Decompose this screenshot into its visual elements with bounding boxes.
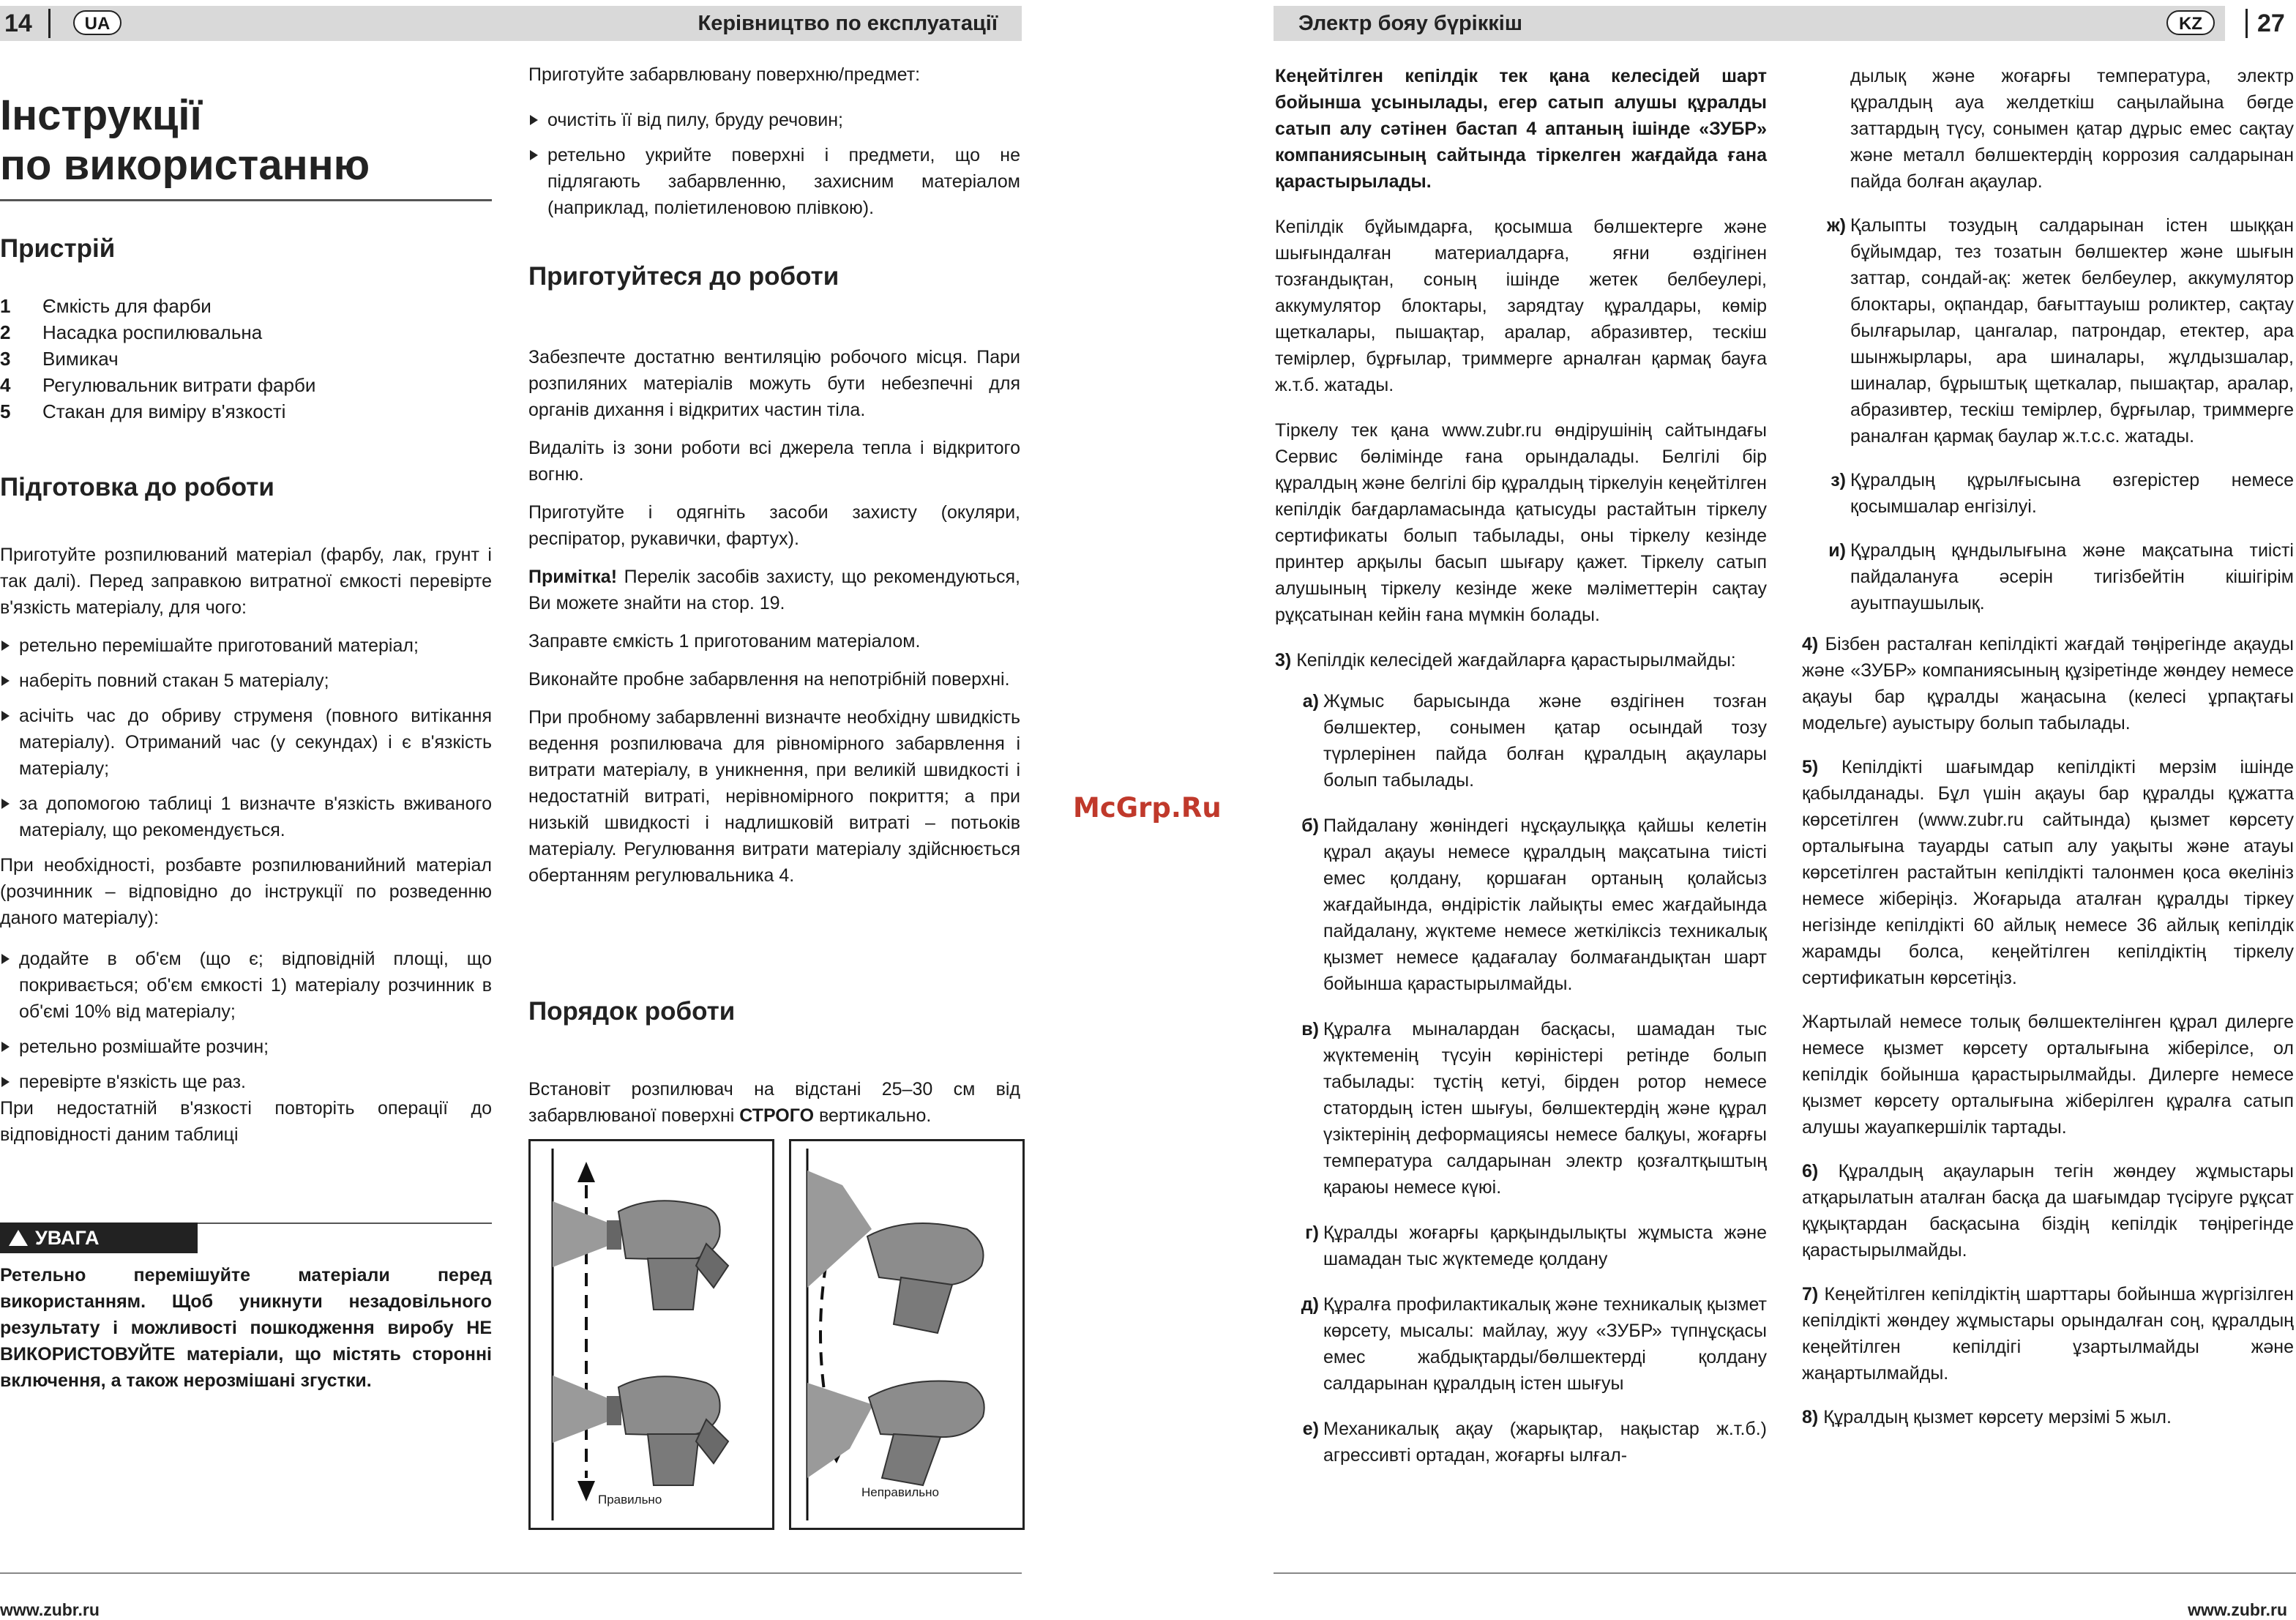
device-item: 5 Стакан для виміру в'язкості (0, 400, 286, 422)
col2-bullet: ретельно укрийте поверхні і предмети, що не підлягають забарвленню, захисним матеріалом (наприклад, поліетиленовою плівкою). (528, 142, 1020, 221)
device-heading: Пристрій (0, 234, 116, 263)
left-lang-badge: UA (73, 10, 121, 35)
warranty-para2: Тіркелу тек қана www.zubr.ru өндірушінің сайтындағы Сервис бөлімінде ғана орындалады. Белгілі бір құралдың және белгілі бір құралдың тіркелуін кеңейтілген кепілдік бағдарламасында қатысуды растайтын тіркелу сертификаты болып табылады, оны тіркелу кезінде принтер арқылы басып шығару қажет. Тіркелу сатып алушының тіркелу кезінде жеке мәліметтерін сақтау рұқсатынан кейін ғана мүмкін болады. (1275, 420, 1767, 625)
exclusion-item: б) Пайдалану жөніндегі нұсқаулыққа қайшы келетін құрал ақауы немесе құралдың мақсатына тиісті емес қолдану, қоршаған ортаның қолайсыз жағдайында, өндірістік лайықты емес жағдайында пайдалану, жүктеме немесе жеткіліксіз техникалық қызмет немесе қадағалау болмағандықтан шарт бойынша қарастырылмайды. (1301, 815, 1767, 994)
ready-para: Забезпечте достатню вентиляцію робочого місця. Пари розпиляних матеріалів можуть бути небезпечні для органів дихання і відкритих частин тіла. (528, 347, 1020, 420)
warranty-para7: 7) Кеңейтілген кепілдіктің шарттары бойынша жүргізілген кепілдікті жөндеу жұмыстары орындалған соң, құралдың кеңейтілген кепілдігі ұзартылмайды және жаңартылмайды. (1802, 1284, 2294, 1384)
exclusion-item: е) Механикалық ақау (жарықтар, нақыстар ж.т.б.) агрессивті ортадан, жоғарғы ылғал- (1302, 1419, 1767, 1466)
warning-label: УВАГА (35, 1227, 100, 1249)
figure-wrong-caption: Неправильно (861, 1485, 939, 1499)
figure-wrong (789, 1139, 1025, 1530)
warning-text: Ретельно перемішуйте матеріали перед використанням. Щоб уникнути незадовільного результату і можливості пошкодження виробу НЕ ВИКОРИСТОВУЙТЕ матеріали, що містять сторонні включення, а також нерозмішані згустки. (0, 1265, 492, 1391)
right-bottom-line (1274, 1572, 2296, 1574)
warning-triangle-icon (9, 1230, 28, 1246)
device-item: 4 Регулювальник витрати фарби (0, 374, 316, 396)
col2-intro: Приготуйте забарвлювану поверхню/предмет: (528, 64, 921, 85)
left-column-1 (0, 88, 492, 190)
exclusion-item: и) Құралдың құндылығына және мақсатына тиісті пайдалануға әсерін тигізбейтін кішігірім ауытпаушылық. (1828, 540, 2294, 613)
figure-correct (528, 1139, 774, 1530)
right-lang-badge: KZ (2166, 10, 2215, 35)
exclusion-item: г) Құралды жоғарғы қарқындылықты жұмыста және шамадан тыс жүктемеде қолдану (1305, 1223, 1767, 1269)
prep-mid: При необхідності, розбавте розпилюванийний матеріал (розчинник – відповідно до інструкції по розведенню даного матеріалу): (0, 855, 492, 928)
prep-bullet-2: перевірте в'язкість ще раз. (0, 1069, 492, 1095)
left-footer: www.zubr.ru (0, 1600, 100, 1619)
left-page-number: 14 (4, 10, 32, 37)
prep-bullet: за допомогою таблиці 1 визначте в'язкість вживаного матеріалу, що рекомендується. (0, 791, 492, 843)
left-column-2 (528, 61, 1020, 230)
figure-correct-caption: Правильно (598, 1493, 662, 1507)
watermark: McGrp.Ru (1073, 792, 1222, 824)
right-column-1 (1275, 63, 1767, 1480)
note-label: Примітка! (528, 567, 618, 587)
warranty-para1: Кепілдік бұйымдарға, қосымша бөлшектерге және шығындалған материалдарға, яғни өздігінен тозғандықтан, соның ішінде жетек белбеулері, аккумулятор блоктары, зарядтау құралдары, көмір щеткалары, пышақтар, аралар, абразивтер, тескіш темірлер, бұрғылар, триммерге арналған қармақ бауға ж.т.б. жатады. (1275, 217, 1767, 395)
right-running-title: Электр бояу бүріккіш (1298, 12, 1522, 35)
device-item: 1 Ємкість для фарби (0, 295, 212, 317)
prep-section (0, 474, 492, 1160)
warranty-para5: 5) Кепілдікті шағымдар кепілдікті мерзім ішінде қабылданады. Бұл үшін ақауы бар құралды құжатта көрсетілген (www.zubr.ru сайтында) қызмет көрсету орталығына тауарды сатып алу уақыты және атауы көрсетілген растайтын кепілдікті талонмен қоса өкелініз немесе жіберіңіз. Жоғарыда аталған құралды тіркеу негізінде кепілдікті 60 айлық немесе 36 айлық кепілдік жарамды болса, кеңейтілген кепілдіктің тіркелу сертификатын көрсетіңіз. (1802, 757, 2294, 988)
warranty-para4: 4) Бізбен расталған кепілдікті жағдай төңірегінде ақауды және «ЗУБР» компаниясының құзіретінде жөндеу немесе ақауы бар құралды жаңасына (келесі ұрпақтағы модельге) ауыстыру болып табылады. (1802, 634, 2294, 734)
warranty-para8: 8) Құралдың қызмет көрсету мерзімі 5 жыл. (1802, 1407, 2172, 1427)
ready-heading: Приготуйтеся до роботи (528, 262, 840, 291)
left-header-separator (48, 9, 51, 38)
prep-end: При недостатній в'язкості повторіть операції до відповідності даним таблиці (0, 1098, 492, 1145)
col2-bullet: очистіть її від пилу, бруду речовин; (528, 107, 1020, 133)
spray-gun-icon (867, 1223, 984, 1333)
device-item: 3 Вимикач (0, 348, 119, 370)
ready-section (528, 264, 1020, 900)
right-page-number: 27 (2257, 10, 2285, 37)
ready-para: Видаліть із зони роботи всі джерела тепла і відкритого вогню. (528, 438, 1020, 485)
ready-para: Приготуйте і одягніть засоби захисту (окуляри, респіратор, рукавички, фартух). (528, 502, 1020, 549)
main-title-line1: Інструкції (0, 92, 202, 139)
exclusion-item: з) Құралдың құрылғысына өзгерістер немесе қосымшалар енгізілуі. (1831, 470, 2294, 517)
prep-bullet-2: додайте в об'єм (що є; відповідній площі, що покривається; об'єм ємкості 1) матеріалу розчинник в об'ємі 10% від матеріалу; (0, 946, 492, 1025)
spray-gun-wrong-illustration (791, 1141, 1022, 1528)
warranty-para3: 3) Кепілдік келесідей жағдайларға қарастырылмайды: (1275, 650, 1736, 671)
exclusion-item: д) Құралға профилактикалық және техникалық қызмет көрсету, мысалы: майлау, жуу «ЗУБР» түпнұсқасы емес жабдықтарды/бөлшектерді қолдану салдарынан құралдың істен шығуы (1301, 1294, 1767, 1394)
spray-gun-correct-illustration (531, 1141, 772, 1528)
right-column-2 (1802, 63, 2294, 1442)
right-footer: www.zubr.ru (2188, 1600, 2287, 1619)
prep-heading: Підготовка до роботи (0, 473, 274, 501)
warning-label-box (0, 1223, 198, 1253)
prep-intro: Приготуйте розпилюваний матеріал (фарбу, лак, грунт і так далі). Перед заправкою витратної ємкості перевірте в'язкість матеріалу, для чого: (0, 545, 492, 618)
prep-bullet: ретельно перемішайте приготований матеріал; (0, 632, 492, 659)
warranty-para5b: Жартылай немесе толық бөлшектелінген құрал дилерге немесе қызмет көрсету орталығына жіберілсе, ол кепілдік бойынша қарастырылмайды. Дилерге немесе қызмет көрсету орталығына жіберілген құралға сатып алушы жауапкершілік тартады. (1802, 1012, 2294, 1138)
exclusion-item-continued: дылық және жоғарғы температура, электр құралдың ауа желдеткіш саңылайына бөгде заттардың түсу, сонымен қатар дұрыс емес сақтау және металл бөлшектердің коррозия салдарынан пайда болған ақаулар. (1850, 66, 2294, 192)
title-rule (0, 199, 492, 201)
exclusion-item: а) Жұмыс барысында және өздігінен тозған бөлшектер, сонымен қатар осындай тозу түрлерінен пайда болған құралдың ақаулары болып табылады. (1302, 691, 1767, 791)
spray-gun-icon (607, 1201, 728, 1310)
order-heading: Порядок роботи (528, 997, 736, 1026)
note-text: Перелік засобів захисту, що рекомендуються, Ви можете знайти на стор. 19. (528, 567, 1020, 613)
device-section (0, 236, 492, 425)
spray-gun-icon (869, 1381, 984, 1486)
ready-para-2: Заправте ємкість 1 приготованим матеріалом. (528, 631, 921, 652)
prep-bullet-2: ретельно розмішайте розчин; (0, 1034, 492, 1060)
exclusion-item: в) Құралға мыналардан басқасы, шамадан тыс жүктеменің түсуін көріністері ретінде болып табылады: тұстің кетуі, бірден ротор немесе статордың істен шығуы, бөлшектердің және құрал үзіктерінің деформациясы немесе балқуы, жоғарғы температура салдарынан электр қозғалтқыштың қараюы немесе күюі. (1301, 1019, 1767, 1198)
left-running-title: Керівництво по експлуатації (698, 12, 998, 35)
order-text: Встановіт розпилювач на відстані 25–30 см від забарвлюваної поверхні СТРОГО вертикально. (528, 1079, 1020, 1126)
prep-bullet: асічіть час до обриву струменя (повного витікання матеріалу). Отриманий час (у секундах) і є в'язкість матеріалу; (0, 703, 492, 782)
order-section (528, 998, 1020, 1141)
right-header-separator (2245, 9, 2248, 38)
note-para (528, 564, 1020, 616)
warranty-para6: 6) Құралдың ақауларын тегін жөндеу жұмыстары атқарылатын аталған басқа да шағымдар түсіруге рұқсат құқықтардан басқасына біздің кепілдік төңірегінде қарастырылмайды. (1802, 1161, 2294, 1261)
ready-para-2: Виконайте пробне забарвлення на непотрібній поверхні. (528, 669, 1010, 690)
warranty-intro: Кеңейтілген кепілдік тек қана келесідей шарт бойынша ұсынылады, егер сатып алушы құралды сатып алу сәтінен бастап 4 аптаның ішінде «ЗУБР» компаниясының сайтында тіркелген жағдайда ғана қарастырылады. (1275, 66, 1767, 192)
left-bottom-line (0, 1572, 1022, 1574)
exclusion-item: ж) Қалыпты тозудың салдарынан істен шыққан бұйымдар, тез тозатын бөлшектер және шығын заттар, сондай-ақ: жетек белбеулер, аккумулятор блоктары, оқпандар, бағыттауыш роликтер, сақтау былғарылар, цангалар, патрондар, етектер, ара шынжырлары, ара шиналары, жұлдызшалар, шиналар, бұрыштық щеткалар, пышақтар, аралар, абразивтер, тескіш темірлер, бұрғылар, триммерге раналған қармақ баулар ж.т.с.с. жатады. (1826, 215, 2294, 447)
main-title-line2: по використанню (0, 141, 370, 189)
device-item: 2 Насадка роспилювальна (0, 321, 263, 343)
prep-bullet: наберіть повний стакан 5 матеріалу; (0, 668, 492, 694)
spray-gun-icon (607, 1376, 728, 1485)
ready-para-2: При пробному забарвленні визначте необхідну швидкість ведення розпилювача для рівномірного забарвлення і витрати матеріалу, в уникнення, при великій швидкості і недостатній витраті, нерівномірного покриття; а при низькій швидкості і надлишковій витраті – потьоків матеріалу. Регулювання витрати матеріалу здійснюється обертанням регулювальника 4. (528, 707, 1020, 886)
